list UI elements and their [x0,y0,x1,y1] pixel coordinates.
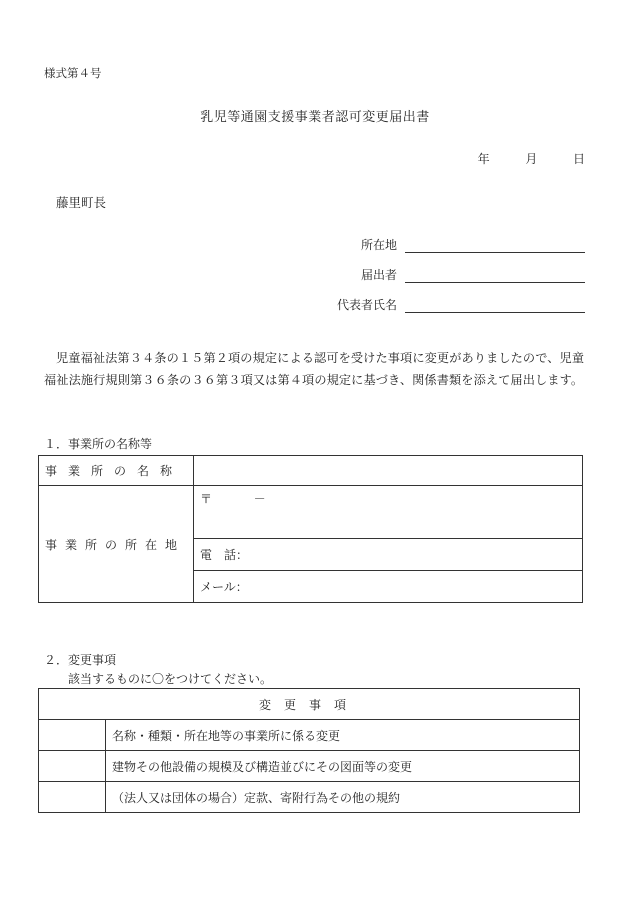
change-items-table [38,688,580,813]
section2-note: 該当するものに〇をつけてください。 [68,672,273,686]
applicant-label: 届出者 [360,268,397,282]
representative-field[interactable] [405,296,585,313]
change-item-label: 名称・種類・所在地等の事業所に係る変更 [106,720,580,751]
facility-address-label: 事業所の所在地 [39,486,194,603]
change-item-mark-cell[interactable] [39,751,106,782]
representative-row [337,293,585,313]
document-title: 乳児等通園支援事業者認可変更届出書 [200,110,430,125]
facility-name-label: 事業所の名称 [39,456,194,486]
section2-heading: ２．変更事項 [44,653,117,667]
change-items-header: 変更事項 [39,689,580,720]
form-number: 様式第４号 [44,66,102,80]
date-line [478,150,585,167]
location-field[interactable] [405,236,585,253]
location-row [361,233,585,253]
email-field[interactable] [194,571,583,603]
change-item-label: 建物その他設備の規模及び構造並びにその図面等の変更 [106,751,580,782]
change-item-mark-cell[interactable] [39,720,106,751]
phone-label: 電 話： [200,548,249,562]
representative-label: 代表者氏名 [336,298,397,312]
phone-field[interactable] [194,539,583,571]
addressee: 藤里町長 [56,195,107,210]
change-item-mark-cell[interactable] [39,782,106,813]
location-label: 所在地 [360,238,397,252]
applicant-field[interactable] [405,266,585,283]
applicant-row [361,263,585,283]
postal-dash: － [253,492,266,506]
postal-code-field[interactable] [194,486,583,539]
date-year-field[interactable]: 年 [477,152,490,166]
date-day-field[interactable]: 日 [572,152,585,166]
facility-table [38,455,583,603]
facility-name-field[interactable] [194,456,583,486]
section1-heading: １．事業所の名称等 [44,437,153,451]
body-paragraph: 児童福祉法第３４条の１５第２項の規定による認可を受けた事項に変更がありましたので、児童福祉法施行規則第３６条の３６第３項又は第４項の規定に基づき、関係書類を添えて届出します。 [44,351,585,387]
date-month-field[interactable]: 月 [525,152,538,166]
change-item-label: （法人又は団体の場合）定款、寄附行為その他の規約 [106,782,580,813]
postal-mark: 〒 [200,492,213,506]
email-label: メール： [200,580,248,594]
